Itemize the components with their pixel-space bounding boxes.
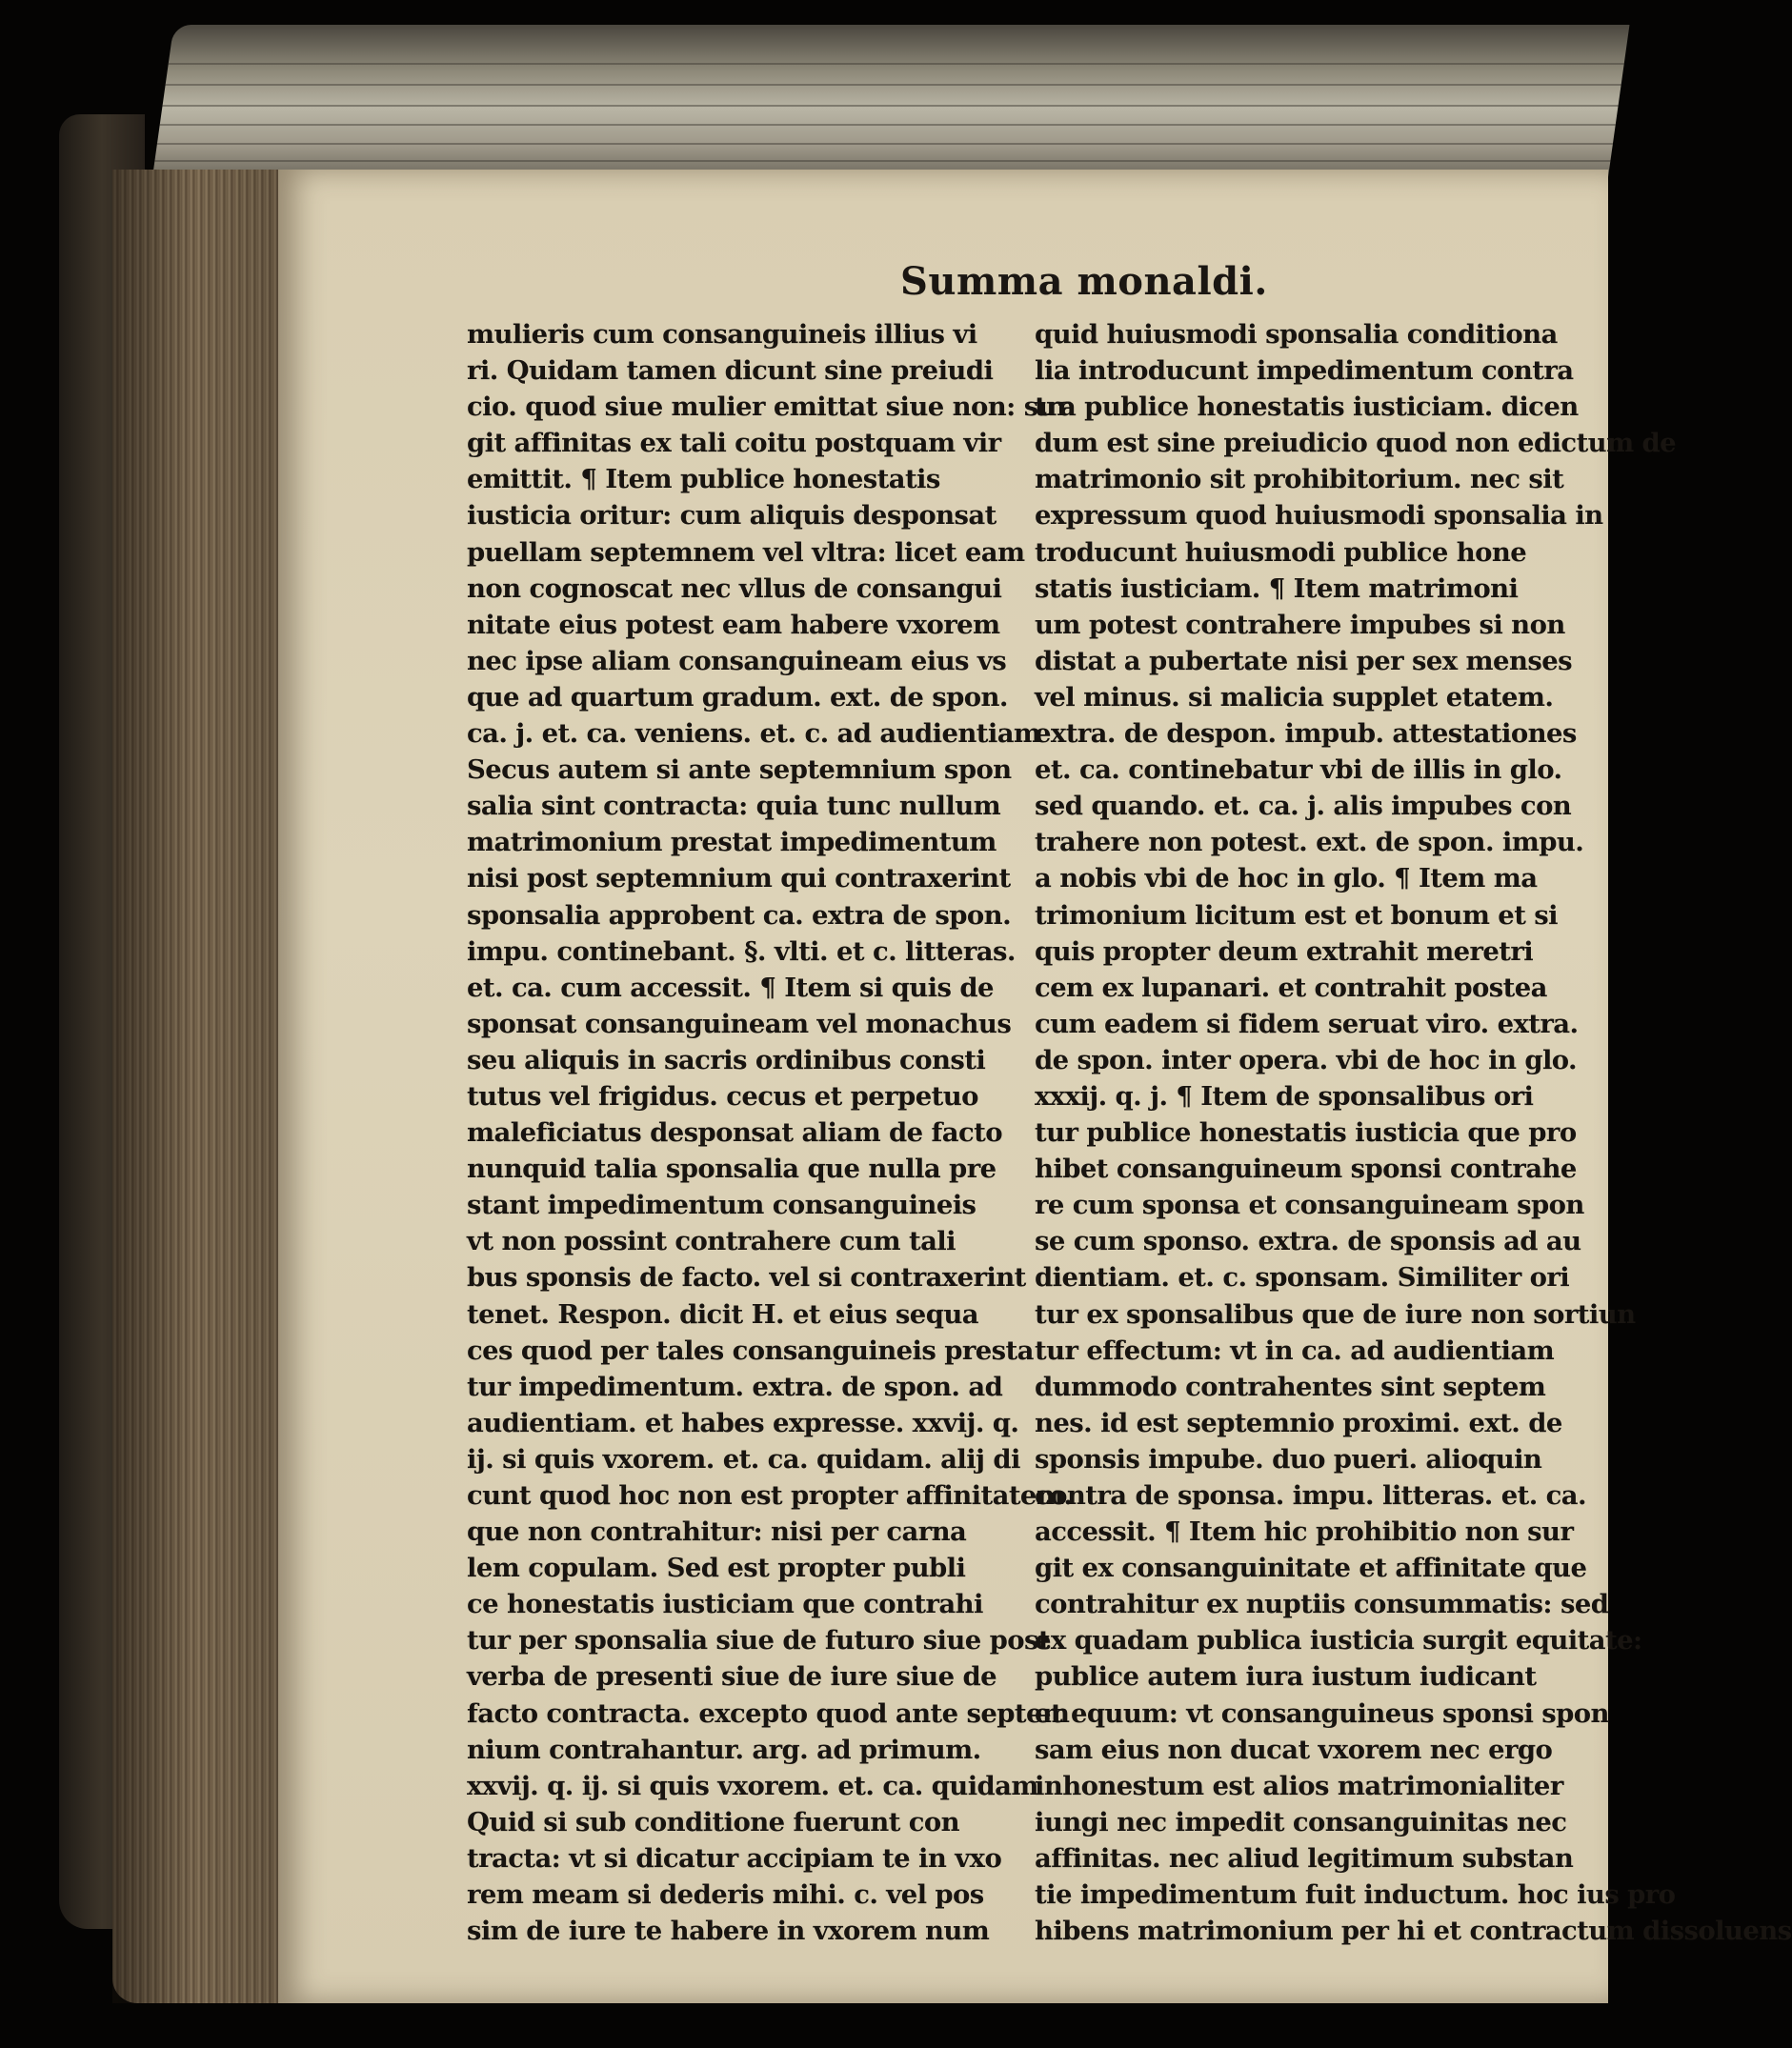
text-line: git affinitas ex tali coitu postquam vir [467,428,1001,459]
text-line: tur per sponsalia siue de futuro siue post [467,1625,1050,1656]
text-line: contrahitur ex nuptiis consummatis: sed [1035,1589,1609,1620]
text-line: vt non possint contrahere cum tali [467,1226,956,1257]
text-line: tur ex sponsalibus que de iure non sortiun [1035,1298,1636,1330]
text-line: xxxij. q. j. ¶ Item de sponsalibus ori [1035,1080,1534,1112]
text-line: facto contracta. excepto quod ante septem [467,1697,1070,1729]
text-line: um potest contrahere impubes si non [1035,609,1565,640]
text-line: tie impedimentum fuit inductum. hoc ius pro [1035,1879,1676,1911]
text-line: salia sint contracta: quia tunc nullum [467,791,1001,822]
text-line: et. ca. cum accessit. ¶ Item si quis de [467,972,994,1003]
text-line: nitate eius potest eam habere vxorem [467,609,1000,640]
text-line: tra publice honestatis iusticiam. dicen [1035,392,1579,423]
text-line: dummodo contrahentes sint septem [1035,1371,1546,1402]
text-line: a nobis vbi de hoc in glo. ¶ Item ma [1035,863,1538,894]
text-line: matrimonium prestat impedimentum [467,827,997,858]
text-line: maleficiatus desponsat aliam de facto [467,1117,1002,1149]
text-line: sim de iure te habere in vxorem num [467,1916,990,1947]
text-line: et. ca. continebatur vbi de illis in glo. [1035,754,1562,786]
text-line: cum eadem si fidem seruat viro. extra. [1035,1008,1579,1039]
text-line: ri. Quidam tamen dicunt sine preiudi [467,355,994,387]
text-line: tracta: vt si dicatur accipiam te in vxo [467,1842,1002,1874]
text-line: inhonestum est alios matrimonialiter [1035,1770,1563,1801]
running-head: Summa monaldi. [900,259,1268,304]
text-line: cem ex lupanari. et contrahit postea [1035,972,1547,1003]
text-line: extra. de despon. impub. attestationes [1035,718,1577,750]
text-line: affinitas. nec aliud legitimum substan [1035,1842,1574,1874]
text-line: sponsalia approbent ca. extra de spon. [467,899,1012,931]
text-line: se cum sponso. extra. de sponsis ad au [1035,1226,1581,1257]
text-line: cunt quod hoc non est propter affinitatem. [467,1480,1073,1511]
text-line: nisi post septemnium qui contraxerint [467,863,1011,894]
left-text-column [467,316,1073,1949]
text-line: re cum sponsa et consanguineam spon [1035,1190,1584,1221]
text-line: de spon. inter opera. vbi de hoc in glo. [1035,1044,1578,1075]
text-line: hibet consanguineum sponsi contrahe [1035,1154,1577,1185]
text-line: dientiam. et. c. sponsam. Similiter ori [1035,1262,1570,1294]
text-line: nec ipse aliam consanguineam eius vs [467,645,1007,676]
text-line: distat a pubertate nisi per sex menses [1035,645,1573,676]
text-line: quis propter deum extrahit meretri [1035,935,1534,967]
text-line: audientiam. et habes expresse. xxvij. q. [467,1407,1019,1438]
text-line: troducunt huiusmodi publice hone [1035,536,1527,568]
page-block-top-edge [152,25,1629,177]
text-line: iungi nec impedit consanguinitas nec [1035,1806,1567,1837]
text-line: ex quadam publica iusticia surgit equitate: [1035,1625,1642,1656]
text-line: ij. si quis vxorem. et. ca. quidam. alij di [467,1443,1020,1475]
text-line: tutus vel frigidus. cecus et perpetuo [467,1080,978,1112]
text-line: que non contrahitur: nisi per carna [467,1516,967,1548]
text-line: tur effectum: vt in ca. ad audientiam [1035,1335,1555,1366]
text-line: Secus autem si ante septemnium spon [467,754,1012,786]
text-line: Quid si sub conditione fuerunt con [467,1806,960,1837]
text-line: dum est sine preiudicio quod non edictum de [1035,428,1677,459]
text-line: contra de sponsa. impu. litteras. et. ca. [1035,1480,1586,1511]
text-line: nium contrahantur. arg. ad primum. [467,1734,981,1765]
text-line: quid huiusmodi sponsalia conditiona [1035,319,1558,350]
text-line: bus sponsis de facto. vel si contraxerint [467,1262,1026,1294]
text-line: vel minus. si malicia supplet etatem. [1035,681,1554,713]
text-line: ca. j. et. ca. veniens. et. c. ad audientiam [467,718,1041,750]
text-line: que ad quartum gradum. ext. de spon. [467,681,1008,713]
text-line: mulieris cum consanguineis illius vi [467,319,977,350]
text-line: accessit. ¶ Item hic prohibitio non sur [1035,1516,1574,1548]
text-line: seu aliquis in sacris ordinibus consti [467,1044,986,1075]
text-line: expressum quod huiusmodi sponsalia in [1035,500,1603,532]
text-line: sponsis impube. duo pueri. alioquin [1035,1443,1542,1475]
text-line: lem copulam. Sed est propter publi [467,1553,966,1584]
text-line: git ex consanguinitate et affinitate que [1035,1553,1587,1584]
text-line: et equum: vt consanguineus sponsi spon [1035,1697,1609,1729]
text-line: nunquid talia sponsalia que nulla pre [467,1154,997,1185]
text-line: sam eius non ducat vxorem nec ergo [1035,1734,1553,1765]
text-line: ce honestatis iusticiam que contrahi [467,1589,983,1620]
text-line: ces quod per tales consanguineis presta [467,1335,1034,1366]
text-line: publice autem iura iustum iudicant [1035,1661,1537,1693]
text-line: xxvij. q. ij. si quis vxorem. et. ca. quidam [467,1770,1038,1801]
text-line: cio. quod siue mulier emittat siue non: sur [467,392,1070,423]
text-line: tur publice honestatis iusticia que pro [1035,1117,1577,1149]
text-line: nes. id est septemnio proximi. ext. de [1035,1407,1562,1438]
text-line: statis iusticiam. ¶ Item matrimoni [1035,572,1519,604]
right-text-column [1035,316,1792,1949]
text-line: verba de presenti siue de iure siue de [467,1661,997,1693]
text-line: tur impedimentum. extra. de spon. ad [467,1371,1003,1402]
text-line: puellam septemnem vel vltra: licet eam [467,536,1025,568]
text-line: stant impedimentum consanguineis [467,1190,977,1221]
text-line: tenet. Respon. dicit H. et eius sequa [467,1298,978,1330]
text-line: emittit. ¶ Item publice honestatis [467,464,940,495]
text-line: lia introducunt impedimentum contra [1035,355,1574,387]
text-line: trahere non potest. ext. de spon. impu. [1035,827,1584,858]
text-line: sed quando. et. ca. j. alis impubes con [1035,791,1572,822]
text-line: hibens matrimonium per hi et contractum dissoluens [1035,1916,1792,1947]
text-line: impu. continebant. §. vlti. et c. litteras. [467,935,1016,967]
text-line: rem meam si dederis mihi. c. vel pos [467,1879,984,1911]
text-line: trimonium licitum est et bonum et si [1035,899,1558,931]
text-line: iusticia oritur: cum aliquis desponsat [467,500,997,532]
text-line: matrimonio sit prohibitorium. nec sit [1035,464,1564,495]
text-line: non cognoscat nec vllus de consangui [467,572,1002,604]
text-line: sponsat consanguineam vel monachus [467,1008,1012,1039]
